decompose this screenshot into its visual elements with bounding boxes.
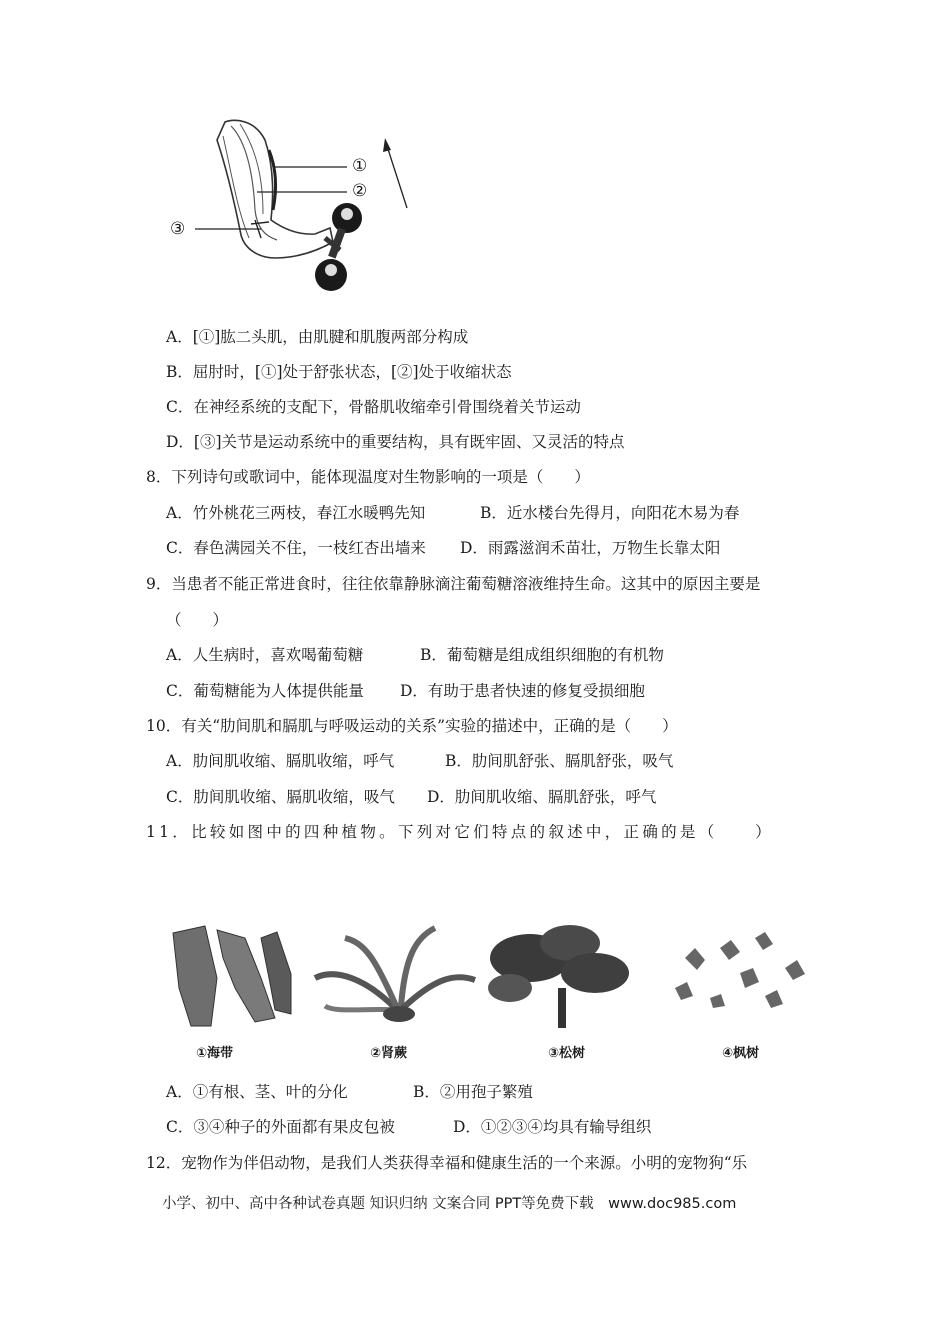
q9-option-d: D．有助于患者快速的修复受损细胞 (400, 682, 645, 700)
q7-option-b: B．屈肘时，[①]处于舒张状态，[②]处于收缩状态 (166, 363, 512, 381)
q7-option-c: C．在神经系统的支配下，骨骼肌收缩牵引骨围绕着关节运动 (166, 398, 581, 416)
q8-option-a: A．竹外桃花三两枝，春江水暖鸭先知 (166, 504, 426, 522)
q8-stem: 8．下列诗句或歌词中，能体现温度对生物影响的一项是（ ） (146, 468, 590, 486)
page-footer: 小学、初中、高中各种试卷真题 知识归纳 文案合同 PPT等免费下载 www.doc985.com (162, 1196, 737, 1212)
plant-label-pine: ③松树 (548, 1046, 586, 1061)
q11-option-b: B．②用孢子繁殖 (413, 1083, 533, 1101)
maple-illustration (675, 932, 805, 1008)
q11-option-a: A．①有根、茎、叶的分化 (166, 1083, 348, 1101)
plant-label-fern: ②肾蕨 (370, 1046, 408, 1061)
q10-option-d: D．肋间肌收缩、膈肌舒张，呼气 (427, 788, 657, 806)
arm-label-3: ③ (170, 219, 186, 239)
plant-label-maple: ④枫树 (722, 1046, 760, 1061)
q11-option-d: D．①②③④均具有输导组织 (453, 1118, 652, 1136)
arm-label-2: ② (352, 181, 368, 201)
arm-muscle-figure (165, 110, 415, 305)
q10-stem: 10．有关“肋间肌和膈肌与呼吸运动的关系”实验的描述中，正确的是（ ） (146, 717, 678, 735)
q11-option-c: C．③④种子的外面都有果皮包被 (166, 1118, 395, 1136)
kelp-illustration (173, 926, 217, 1026)
q7-option-a: A．[①]肱二头肌，由肌腱和肌腹两部分构成 (166, 328, 469, 346)
q9-stem: 9．当患者不能正常进食时，往往依靠静脉滴注葡萄糖溶液维持生命。这其中的原因主要是 (146, 575, 761, 593)
q9-stem-cont: （ ） (166, 611, 229, 629)
q9-option-a: A．人生病时，喜欢喝葡萄糖 (166, 646, 364, 664)
arm-label-1: ① (352, 156, 368, 176)
fern-illustration (315, 928, 475, 1022)
q10-option-c: C．肋间肌收缩、膈肌收缩，吸气 (166, 788, 395, 806)
q9-option-b: B．葡萄糖是组成组织细胞的有机物 (420, 646, 664, 664)
plant-label-kelp: ①海带 (196, 1046, 234, 1061)
plants-figure (165, 918, 815, 1033)
q9-option-c: C．葡萄糖能为人体提供能量 (166, 682, 364, 700)
q12-stem: 12．宠物作为伴侣动物，是我们人类获得幸福和健康生活的一个来源。小明的宠物狗“乐 (146, 1154, 748, 1172)
pine-illustration (488, 925, 629, 1028)
q10-option-a: A．肋间肌收缩、膈肌收缩，呼气 (166, 752, 395, 770)
q8-option-d: D．雨露滋润禾苗壮，万物生长靠太阳 (460, 539, 721, 557)
q11-stem: 11．比较如图中的四种植物。下列对它们特点的叙述中，正确的是（ ） (146, 823, 774, 841)
q8-option-b: B．近水楼台先得月，向阳花木易为春 (480, 504, 740, 522)
q10-option-b: B．肋间肌舒张、膈肌舒张，吸气 (445, 752, 674, 770)
q7-option-d: D．[③]关节是运动系统中的重要结构，具有既牢固、又灵活的特点 (166, 433, 625, 451)
q8-option-c: C．春色满园关不住，一枝红杏出墙来 (166, 539, 426, 557)
